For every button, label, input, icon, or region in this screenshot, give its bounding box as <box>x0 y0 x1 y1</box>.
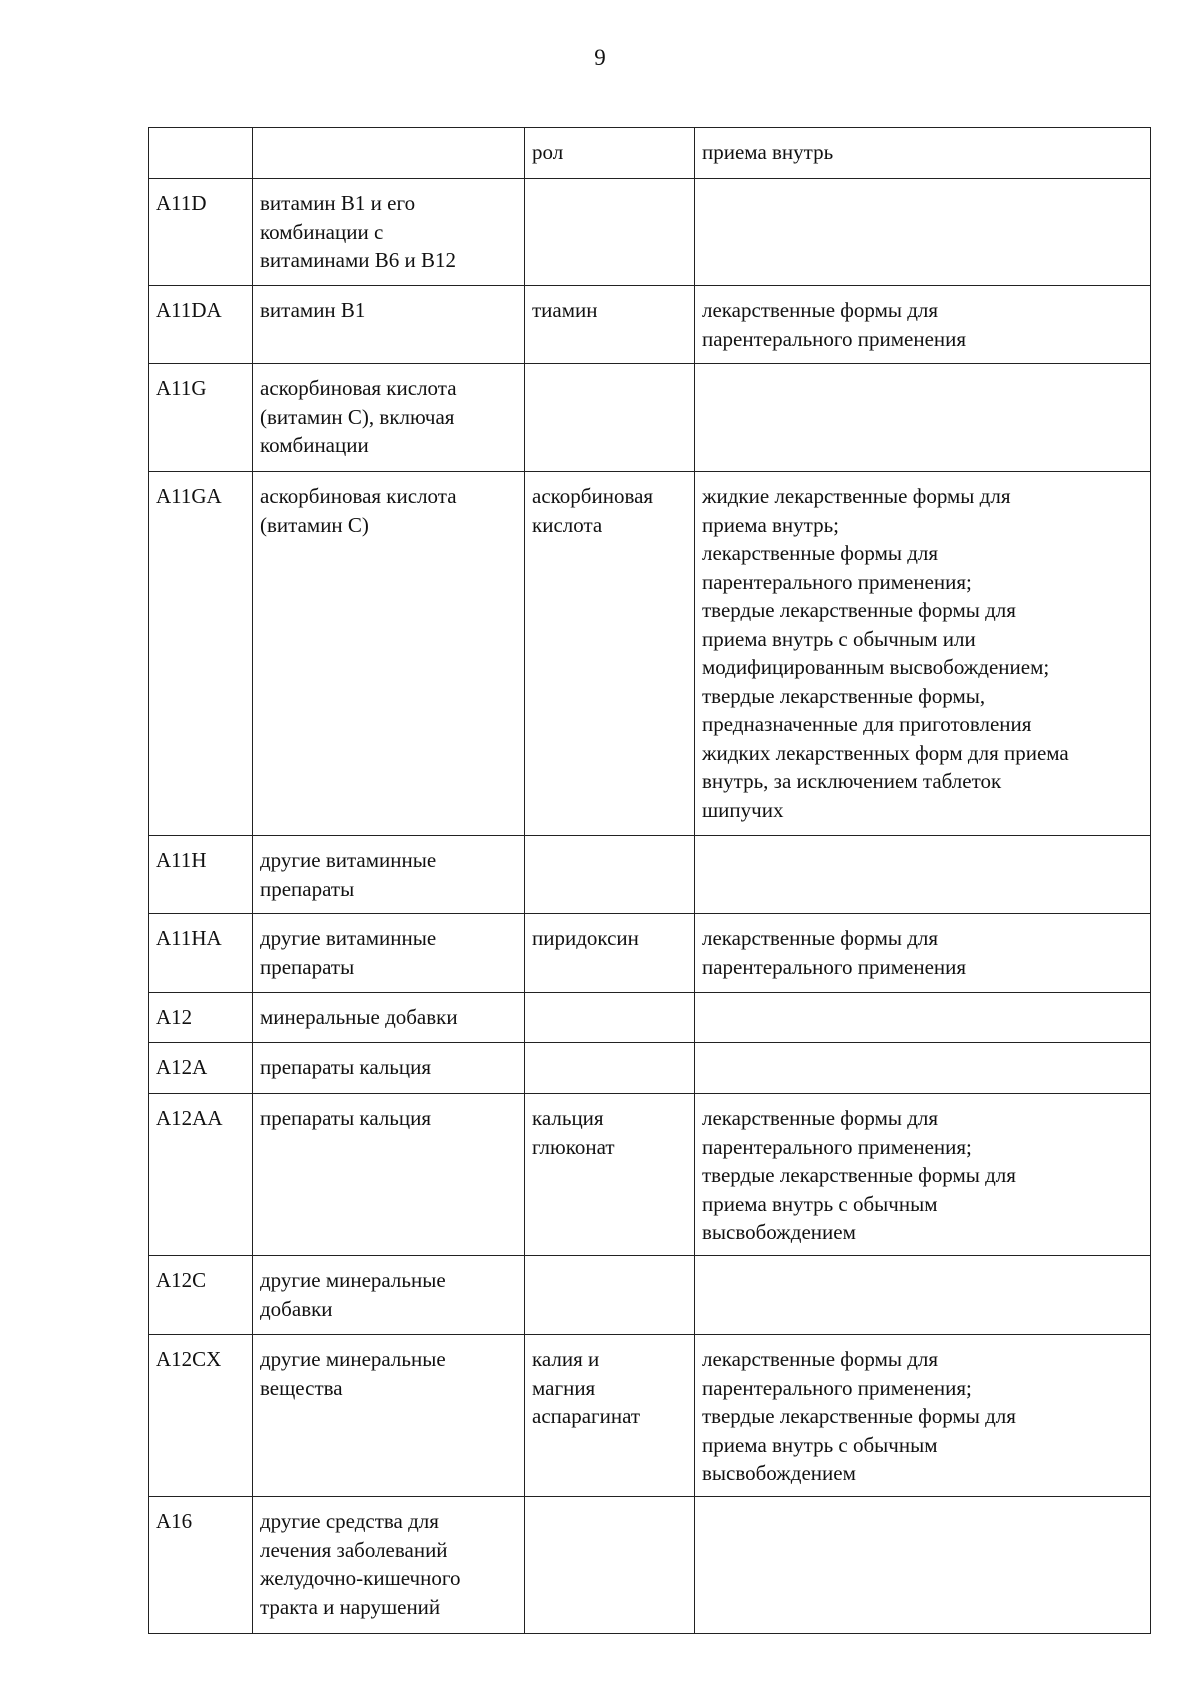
dosage-forms-cell: лекарственные формы для парентерального применения; твердые лекарственные формы для приема внутрь с обычным высвобождением <box>695 1335 1151 1497</box>
group-name-cell: препараты кальция <box>253 1094 525 1256</box>
dosage-forms-cell <box>695 1497 1151 1634</box>
atc-code-cell <box>149 128 253 179</box>
atc-code-cell: A11HA <box>149 914 253 993</box>
substance-cell: тиамин <box>525 286 695 364</box>
table-row <box>149 1256 1151 1335</box>
table-row <box>149 1094 1151 1256</box>
group-name-cell: аскорбиновая кислота (витамин C) <box>253 472 525 836</box>
group-name-cell: другие витаминные препараты <box>253 914 525 993</box>
page-number: 9 <box>594 45 606 70</box>
drug-table <box>148 127 1151 1634</box>
substance-cell: кальция глюконат <box>525 1094 695 1256</box>
substance-cell <box>525 364 695 472</box>
dosage-forms-cell <box>695 179 1151 286</box>
group-name-cell: витамин B1 <box>253 286 525 364</box>
group-name-cell: минеральные добавки <box>253 993 525 1043</box>
atc-code-cell: A11D <box>149 179 253 286</box>
table-row <box>149 993 1151 1043</box>
atc-code-cell: A12CX <box>149 1335 253 1497</box>
dosage-forms-cell <box>695 364 1151 472</box>
substance-cell <box>525 1043 695 1094</box>
table-row <box>149 179 1151 286</box>
table-row <box>149 1335 1151 1497</box>
atc-code-cell: A12 <box>149 993 253 1043</box>
group-name-cell: препараты кальция <box>253 1043 525 1094</box>
dosage-forms-cell: лекарственные формы для парентерального применения; твердые лекарственные формы для приема внутрь с обычным высвобождением <box>695 1094 1151 1256</box>
atc-code-cell: A11H <box>149 836 253 914</box>
table-row <box>149 364 1151 472</box>
dosage-forms-cell <box>695 993 1151 1043</box>
dosage-forms-cell <box>695 1043 1151 1094</box>
substance-cell: рол <box>525 128 695 179</box>
dosage-forms-cell: лекарственные формы для парентерального применения <box>695 914 1151 993</box>
atc-code-cell: A11DA <box>149 286 253 364</box>
atc-code-cell: A12A <box>149 1043 253 1094</box>
group-name-cell: витамин B1 и его комбинации с витаминами B6 и B12 <box>253 179 525 286</box>
atc-code-cell: A16 <box>149 1497 253 1634</box>
table-row <box>149 1043 1151 1094</box>
table-row <box>149 472 1151 836</box>
dosage-forms-cell <box>695 836 1151 914</box>
group-name-cell: другие минеральные добавки <box>253 1256 525 1335</box>
atc-code-cell: A11G <box>149 364 253 472</box>
table-row <box>149 286 1151 364</box>
group-name-cell: другие средства для лечения заболеваний желудочно-кишечного тракта и нарушений <box>253 1497 525 1634</box>
table-row <box>149 914 1151 993</box>
atc-code-cell: A11GA <box>149 472 253 836</box>
substance-cell: аскорбиновая кислота <box>525 472 695 836</box>
substance-cell <box>525 993 695 1043</box>
substance-cell: пиридоксин <box>525 914 695 993</box>
substance-cell <box>525 836 695 914</box>
table-row <box>149 128 1151 179</box>
atc-code-cell: A12AA <box>149 1094 253 1256</box>
group-name-cell <box>253 128 525 179</box>
dosage-forms-cell <box>695 1256 1151 1335</box>
group-name-cell: другие минеральные вещества <box>253 1335 525 1497</box>
dosage-forms-cell: жидкие лекарственные формы для приема внутрь; лекарственные формы для парентерального применения; твердые лекарственные формы для приема внутрь с обычным или модифицированным высвобождением; твердые лекарственные формы, предназначенные для приготовления жидких лекарственных форм для приема внутрь, за исключением таблеток шипучих <box>695 472 1151 836</box>
substance-cell <box>525 1497 695 1634</box>
dosage-forms-cell: лекарственные формы для парентерального применения <box>695 286 1151 364</box>
group-name-cell: другие витаминные препараты <box>253 836 525 914</box>
table-row <box>149 836 1151 914</box>
dosage-forms-cell: приема внутрь <box>695 128 1151 179</box>
table-row <box>149 1497 1151 1634</box>
atc-code-cell: A12C <box>149 1256 253 1335</box>
substance-cell <box>525 179 695 286</box>
group-name-cell: аскорбиновая кислота (витамин C), включая комбинации <box>253 364 525 472</box>
substance-cell <box>525 1256 695 1335</box>
substance-cell: калия и магния аспарагинат <box>525 1335 695 1497</box>
